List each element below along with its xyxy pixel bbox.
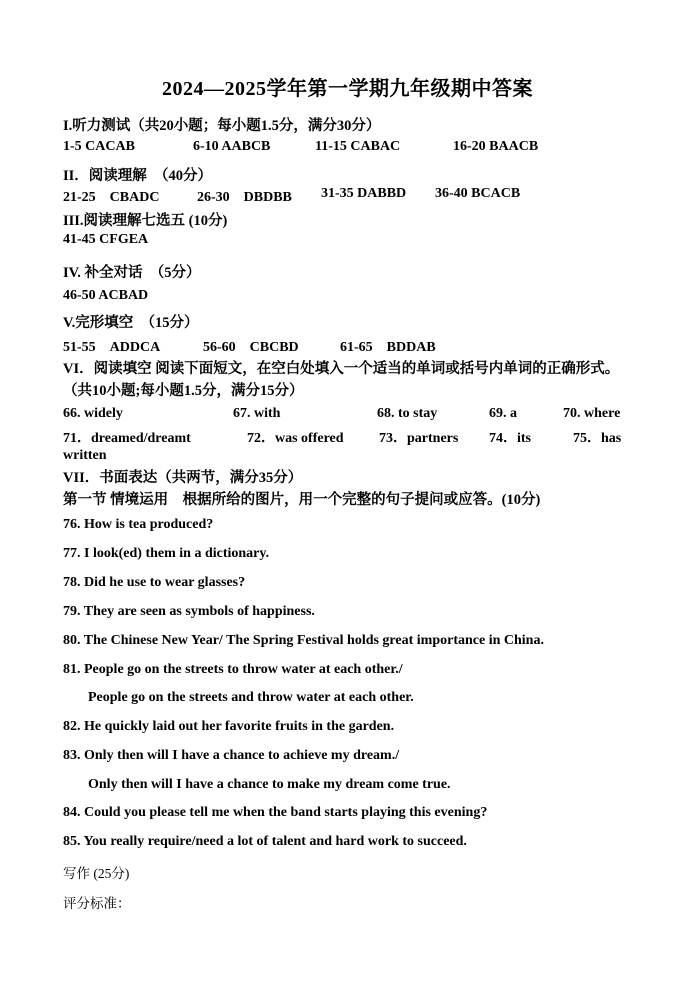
answer-83-alt: Only then will I have a chance to make my dream come true. bbox=[88, 777, 451, 792]
answer-item: 72．was offered bbox=[247, 431, 344, 446]
fill-in-answer-continuation: written bbox=[63, 448, 107, 463]
answer-group: 51-55 ADDCA bbox=[63, 340, 161, 355]
seven-choose-five-answers: 41-45 CFGEA bbox=[63, 232, 149, 247]
fill-in-heading: VI．阅读填空 阅读下面短文，在空白处填入一个适当的单词或括号内单词的正确形式。（共10小题;每小题1.5分，满分15分） bbox=[63, 361, 620, 399]
answer-81-alt: People go on the streets and throw water at each other. bbox=[88, 690, 414, 705]
answer-item: 75．has bbox=[573, 431, 622, 446]
listening-heading: I.听力测试（共20小题；每小题1.5分，满分30分） bbox=[63, 118, 381, 134]
answer-item: 67. with bbox=[233, 406, 281, 421]
dialogue-answers: 46-50 ACBAD bbox=[63, 288, 149, 303]
answer-item: 71．dreamed/dreamt bbox=[63, 431, 191, 446]
answer-group: 11-15 CABAC bbox=[315, 139, 401, 154]
answer-80: 80. The Chinese New Year/ The Spring Festival holds great importance in China. bbox=[63, 633, 544, 648]
answer-group: 21-25 CBADC bbox=[63, 190, 160, 205]
answer-85: 85. You really require/need a lot of talent and hard work to succeed. bbox=[63, 834, 467, 849]
answer-group: 36-40 BCACB bbox=[435, 186, 521, 201]
answer-84: 84. Could you please tell me when the band starts playing this evening? bbox=[63, 805, 488, 820]
answer-group: 61-65 BDDAB bbox=[340, 340, 436, 355]
answer-item: 69. a bbox=[489, 406, 517, 421]
answer-item: 70. where bbox=[563, 406, 621, 421]
seven-choose-five-heading: III.阅读理解七选五 (10分) bbox=[63, 213, 228, 229]
dialogue-heading: IV. 补全对话 （5分） bbox=[63, 265, 201, 281]
scoring-criteria-label: 评分标准： bbox=[63, 896, 131, 911]
answer-78: 78. Did he use to wear glasses? bbox=[63, 575, 246, 590]
answer-group: 26-30 DBDBB bbox=[197, 190, 292, 205]
cloze-heading: V.完形填空 （15分） bbox=[63, 315, 199, 331]
answer-79: 79. They are seen as symbols of happiness. bbox=[63, 604, 315, 619]
answer-item: 66. widely bbox=[63, 406, 123, 421]
answer-group: 6-10 AABCB bbox=[193, 139, 271, 154]
answer-group: 1-5 CACAB bbox=[63, 139, 135, 154]
answer-item: 73．partners bbox=[379, 431, 459, 446]
reading-heading: II．阅读理解 （40分） bbox=[63, 168, 213, 184]
answer-group: 16-20 BAACB bbox=[453, 139, 539, 154]
answer-81: 81. People go on the streets to throw water at each other./ bbox=[63, 662, 403, 677]
answer-group: 56-60 CBCBD bbox=[203, 340, 299, 355]
situational-sub-heading: 第一节 情境运用 根据所给的图片，用一个完整的句子提问或应答。(10分) bbox=[63, 492, 541, 508]
answer-77: 77. I look(ed) them in a dictionary. bbox=[63, 546, 270, 561]
page-title: 2024—2025学年第一学期九年级期中答案 bbox=[162, 78, 533, 100]
answer-82: 82. He quickly laid out her favorite fruits in the garden. bbox=[63, 719, 395, 734]
writing-heading: 写作 (25分) bbox=[63, 866, 130, 881]
answer-item: 68. to stay bbox=[377, 406, 438, 421]
answer-group: 31-35 DABBD bbox=[321, 186, 407, 201]
writing-section-heading: VII．书面表达（共两节，满分35分） bbox=[63, 470, 303, 486]
answer-83: 83. Only then will I have a chance to achieve my dream./ bbox=[63, 748, 400, 763]
answer-76: 76. How is tea produced? bbox=[63, 517, 214, 532]
answer-item: 74．its bbox=[489, 431, 531, 446]
